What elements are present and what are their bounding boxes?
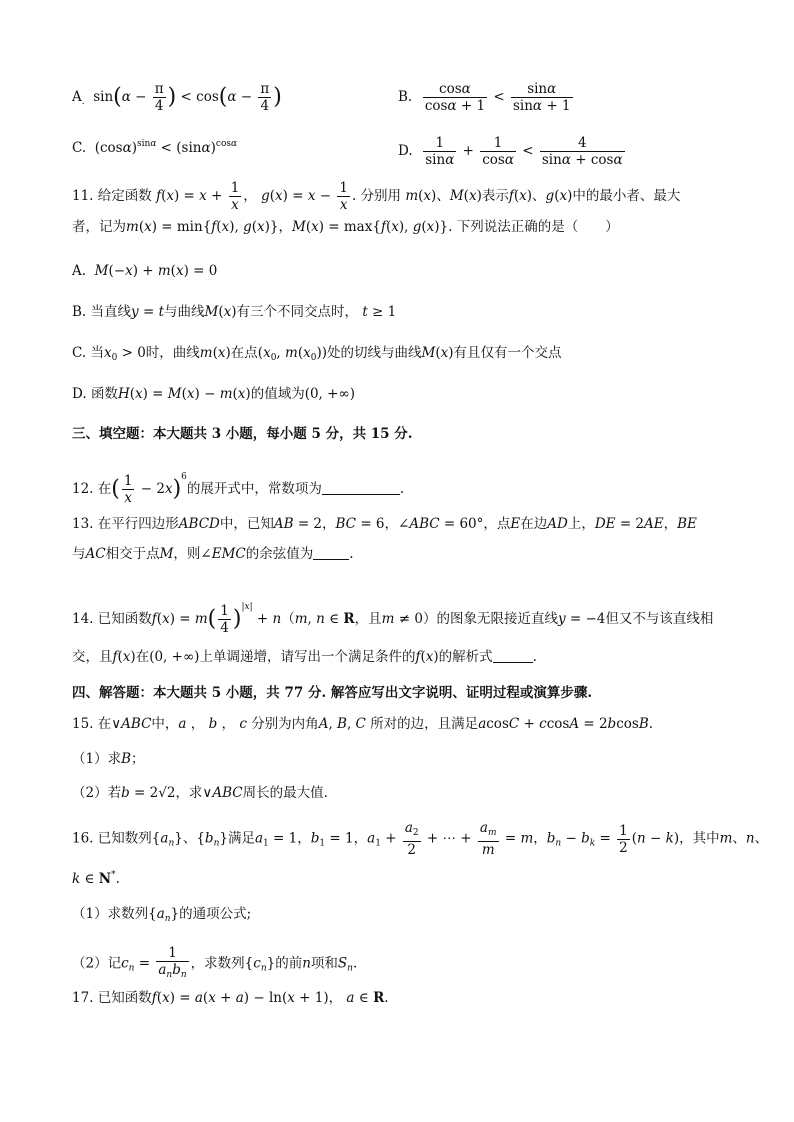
q10-option-d: D. $\frac{1}{\sin\alpha}$ + $\frac{1}{\cos\alpha}$ < $\frac{4}{\sin\alpha + \cos\alpha}$ — [398, 135, 623, 168]
q10-option-b: B. $\frac{\cos\alpha}{\cos\alpha + 1}$ < $\frac{\sin\alpha}{\sin\alpha + 1}$ — [398, 81, 571, 114]
section-4-title: 四、解答题：本大题共 5 小题，共 77 分. 解答应写出文字说明、证明过程或演算步骤. — [72, 685, 593, 701]
q15-stem: 15. 在∨ABC中，a ， b ， c 分别为内角A, B, C 所对的边，且满足acosC + ccosA = 2bcosB. — [72, 716, 654, 732]
q17-stem: 17. 已知函数f(x) = a(x + a) − ln(x + 1)， a ∈ R. — [72, 990, 389, 1006]
q15-part1: （1）求B； — [72, 751, 145, 767]
q10-option-a: $A_.$ sin(α − $\frac{\pi}{4}$ ) < cos(α − $\frac{\pi}{4}$ ) — [72, 81, 282, 114]
q11-option-a: A. M(−x) + m(x) = 0 — [72, 263, 218, 279]
section-3-title: 三、填空题：本大题共 3 小题，每小题 5 分，共 15 分. — [72, 426, 413, 442]
q13-line2: 与AC相交于点M，则∠EMC的余弦值为 . — [72, 546, 354, 562]
q11-option-b: B. 当直线y = t与曲线M(x)有三个不同交点时， t ≥ 1 — [72, 304, 397, 320]
q14-line2: 交，且f(x)在(0, +∞)上单调递增，请写出一个满足条件的f(x)的解析式 . — [72, 649, 537, 665]
q16-part2: （2）记$c_n$ = $\frac{1}{a_nb_n}$ ，求数列$\{c_n\}$的前n项和$S_n$. — [72, 945, 358, 980]
q12-answer-blank[interactable] — [322, 480, 400, 495]
q11-option-c: C. 当$x_0 > 0$时，曲线m(x)在点($x_0$, $m(x_0)$)处的切线与曲线M(x)有且仅有一个交点 — [72, 345, 562, 363]
q11-stem-line2: 者，记为m(x) = min{f(x), g(x)}，M(x) = max{f(x), g(x)}. 下列说法正确的是（ ） — [72, 219, 619, 235]
q14-answer-blank[interactable] — [493, 648, 533, 663]
q15-part2: （2）若b = 2√2，求∨ABC周长的最大值. — [72, 785, 328, 801]
q11-stem-line1: 11. 给定函数 f(x) = x + $\frac{1}{x}$ ， g(x) = x − $\frac{1}{x}$ . 分别用 m(x)、M(x)表示f(x)、g(x)中的最小者、最大 — [72, 180, 681, 213]
q14-line1: 14. 已知函数f(x) = m( $\frac{1}{4}$ )$^{|x|}$ + n（m, n ∈ R，且m ≠ 0）的图象无限接近直线y = −4但又不与该直线相 — [72, 602, 714, 636]
q11-option-d: D. 函数H(x) = M(x) − m(x)的值域为(0, +∞) — [72, 386, 355, 402]
q16-stem-line2: k ∈ N*. — [72, 870, 120, 887]
q16-stem-line1: 16. 已知数列$\{a_n\}$、$\{b_n\}$满足$a_1 = 1$，$b_1 = 1$，$a_1$ + $\frac{a_2}{2}$ + ⋯ + $\frac{a_m}{m}$ = m，$b_n - b_k$ = $\frac{1}{2}$ (n − k)，其中m、n、 — [72, 820, 769, 858]
q16-part1: （1）求数列$\{a_n\}$的通项公式; — [72, 906, 252, 924]
q10-option-c: C. $(\cos\alpha)^{sin\alpha} < (\sin\alpha)^{cos\alpha}$ — [72, 139, 238, 156]
q13-line1: 13. 在平行四边形ABCD中，已知AB = 2，BC = 6，∠ABC = 60°，点E在边AD上，DE = 2AE，BE — [72, 516, 697, 532]
q13-answer-blank[interactable] — [313, 545, 349, 560]
q12: 12. 在( $\frac{1}{x}$ − 2x)$^6$的展开式中，常数项为 . — [72, 472, 405, 506]
